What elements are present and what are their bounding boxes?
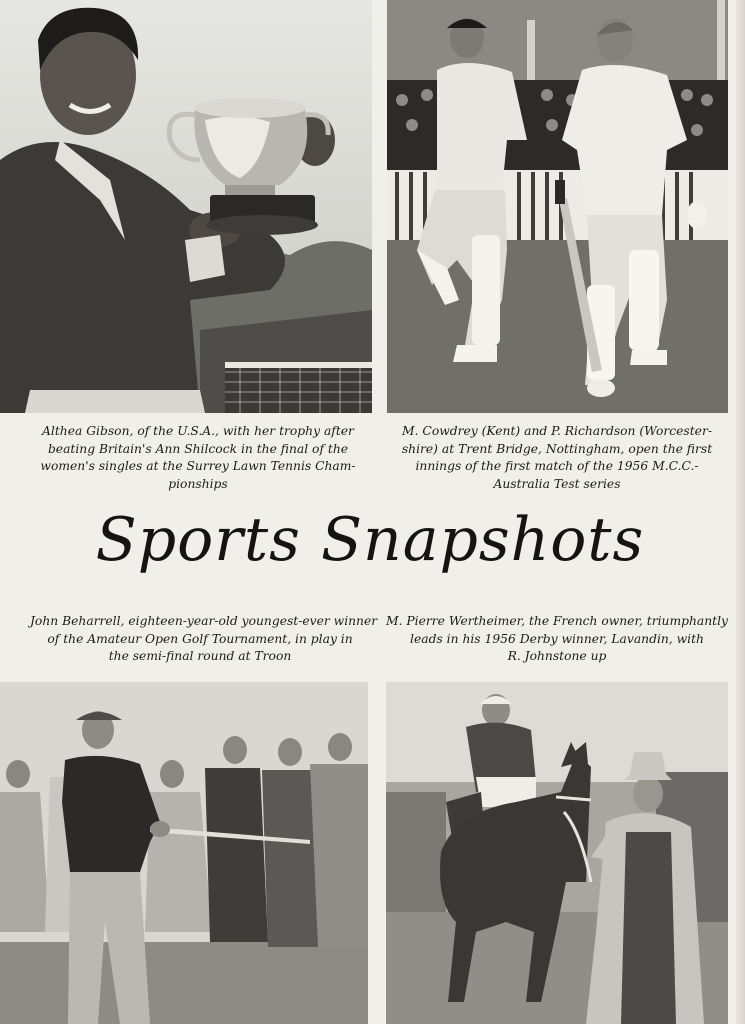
caption-golf bbox=[30, 613, 378, 666]
caption-line: Althea Gibson, of the U.S.A., with her trophy after bbox=[42, 424, 354, 438]
page-title: Sports Snapshots bbox=[95, 505, 645, 575]
caption-line: beating Britain's Ann Shilcock in the final of the bbox=[47, 441, 349, 456]
caption-tennis bbox=[30, 423, 366, 493]
caption-line: women's singles at the Surrey Lawn Tennis Cham- bbox=[40, 459, 356, 473]
caption-line: innings of the first match of the 1956 M.C.C.- bbox=[415, 459, 699, 473]
photo-tennis-trophy bbox=[0, 0, 372, 413]
photo-cricketers bbox=[387, 0, 728, 413]
caption-horse bbox=[384, 613, 730, 666]
caption-line: R. Johnstone up bbox=[507, 649, 607, 663]
caption-line: Australia Test series bbox=[493, 476, 621, 491]
caption-line: shire) at Trent Bridge, Nottingham, open the first bbox=[401, 441, 713, 456]
page-edge bbox=[736, 0, 745, 1024]
caption-line: M. Pierre Wertheimer, the French owner, triumphantly bbox=[385, 614, 729, 628]
photo-golfer bbox=[0, 682, 368, 1024]
caption-line: leads in his 1956 Derby winner, Lavandin, with bbox=[410, 631, 704, 646]
caption-line: M. Cowdrey (Kent) and P. Richardson (Worcester- bbox=[402, 424, 712, 438]
caption-line: the semi-final round at Troon bbox=[108, 649, 292, 663]
photo-derby-winner bbox=[386, 682, 728, 1024]
caption-line: pionships bbox=[168, 476, 228, 491]
caption-line: John Beharrell, eighteen-year-old youngest-ever winner bbox=[30, 614, 378, 628]
caption-line: of the Amateur Open Golf Tournament, in play in bbox=[47, 631, 353, 646]
caption-cricket bbox=[384, 423, 730, 493]
